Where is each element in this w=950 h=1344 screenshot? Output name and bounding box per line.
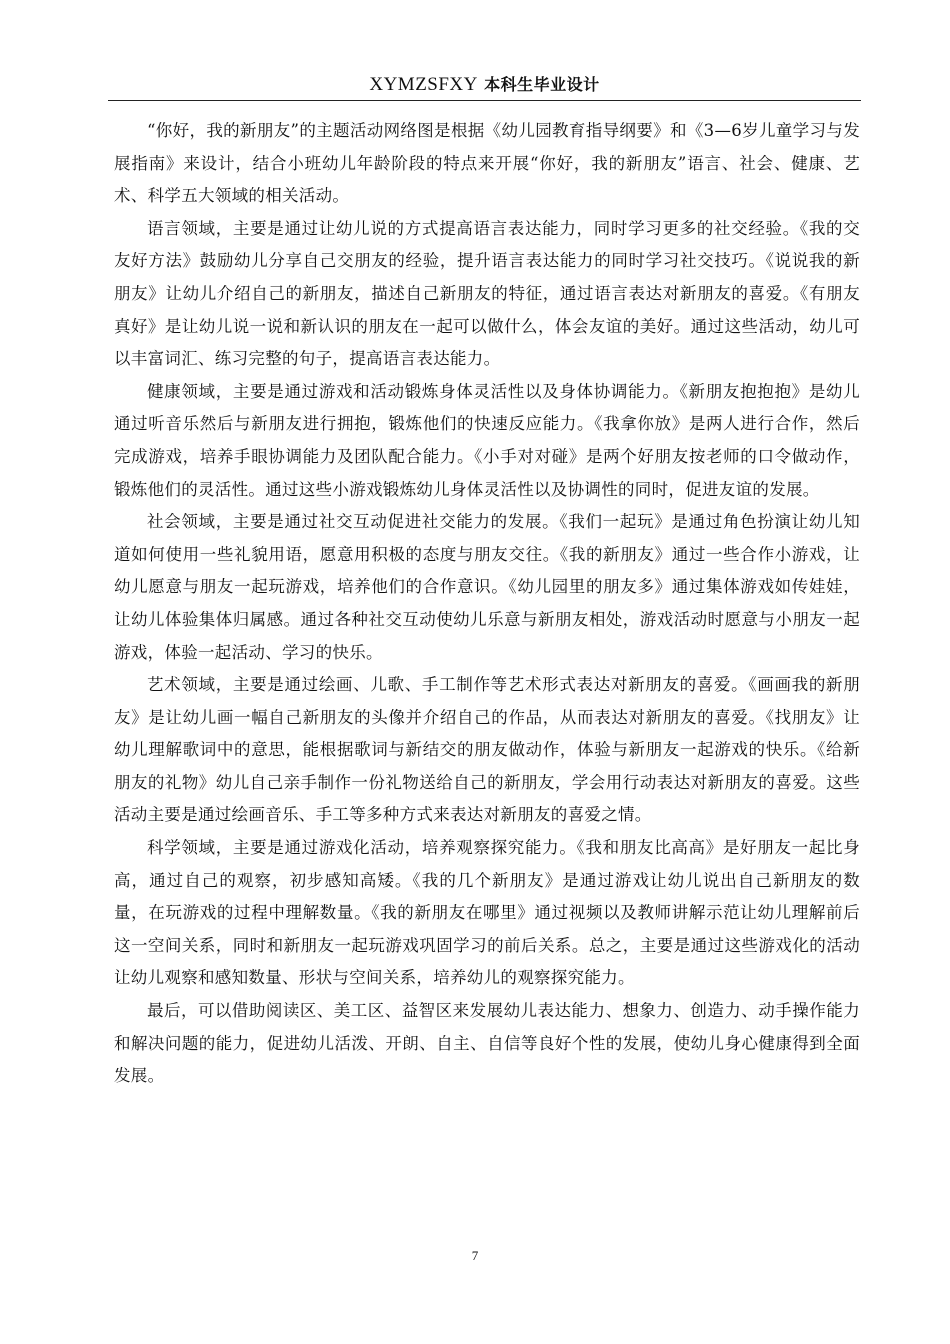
paragraph-conclusion: 最后，可以借助阅读区、美工区、益智区来发展幼儿表达能力、想象力、创造力、动手操作能力和解决问题的能力，促进幼儿活泼、开朗、自主、自信等良好个性的发展，使幼儿身心健康得到全面发展。 xyxy=(114,1001,860,1086)
page-number: 7 xyxy=(471,1248,479,1263)
paragraph-language: 语言领域，主要是通过让幼儿说的方式提高语言表达能力，同时学习更多的社交经验。《我的交友好方法》鼓励幼儿分享自己交朋友的经验，提升语言表达能力的同时学习社交技巧。《说说我的新朋友》让幼儿介绍自己的新朋友，描述自己新朋友的特征，通过语言表达对新朋友的喜爱。《有朋友真好》是让幼儿说一说和新认识的朋友在一起可以做什么，体会友谊的美好。通过这些活动，幼儿可以丰富词汇、练习完整的句子，提高语言表达能力。 xyxy=(114,218,860,369)
paragraph-science: 科学领域，主要是通过游戏化活动，培养观察探究能力。《我和朋友比高高》是好朋友一起比身高，通过自己的观察，初步感知高矮。《我的几个新朋友》是通过游戏让幼儿说出自己新朋友的数量，在玩游戏的过程中理解数量。《我的新朋友在哪里》通过视频以及教师讲解示范让幼儿理解前后这一空间关系，同时和新朋友一起玩游戏巩固学习的前后关系。总之，主要是通过这些游戏化的活动让幼儿观察和感知数量、形状与空间关系，培养幼儿的观察探究能力。 xyxy=(114,838,860,988)
document-body xyxy=(114,115,860,1093)
paragraph-art: 艺术领域，主要是通过绘画、儿歌、手工制作等艺术形式表达对新朋友的喜爱。《画画我的新朋友》是让幼儿画一幅自己新朋友的头像并介绍自己的作品，从而表达对新朋友的喜爱。《找朋友》让幼儿理解歌词中的意思，能根据歌词与新结交的朋友做动作，体验与新朋友一起游戏的快乐。《给新朋友的礼物》幼儿自己亲手制作一份礼物送给自己的新朋友，学会用行动表达对新朋友的喜爱。这些活动主要是通过绘画音乐、手工等多种方式来表达对新朋友的喜爱之情。 xyxy=(114,675,860,825)
paragraph-health: 健康领域，主要是通过游戏和活动锻炼身体灵活性以及身体协调能力。《新朋友抱抱抱》是幼儿通过听音乐然后与新朋友进行拥抱，锻炼他们的快速反应能力。《我拿你放》是两人进行合作，然后完成游戏，培养手眼协调能力及团队配合能力。《小手对对碰》是两个好朋友按老师的口令做动作，锻炼他们的灵活性。通过这些小游戏锻炼幼儿身体灵活性以及协调性的同时，促进友谊的发展。 xyxy=(114,381,860,499)
paragraph-social: 社会领域，主要是通过社交互动促进社交能力的发展。《我们一起玩》是通过角色扮演让幼儿知道如何使用一些礼貌用语，愿意用积极的态度与朋友交往。《我的新朋友》通过一些合作小游戏，让幼儿愿意与朋友一起玩游戏，培养他们的合作意识。《幼儿园里的朋友多》通过集体游戏如传娃娃，让幼儿体验集体归属感。通过各种社交互动使幼儿乐意与新朋友相处，游戏活动时愿意与小朋友一起游戏，体验一起活动、学习的快乐。 xyxy=(114,512,860,662)
header-divider xyxy=(108,100,861,101)
page-header xyxy=(108,72,861,98)
header-title: 本科生毕业设计 xyxy=(484,75,600,94)
paragraph-intro: “你好，我的新朋友”的主题活动网络图是根据《幼儿园教育指导纲要》和《3—6岁儿童学习与发展指南》来设计，结合小班幼儿年龄阶段的特点来开展“你好，我的新朋友”语言、社会、健康、艺术、科学五大领域的相关活动。 xyxy=(114,121,860,206)
header-brand: XYMZSFXY xyxy=(369,74,478,95)
